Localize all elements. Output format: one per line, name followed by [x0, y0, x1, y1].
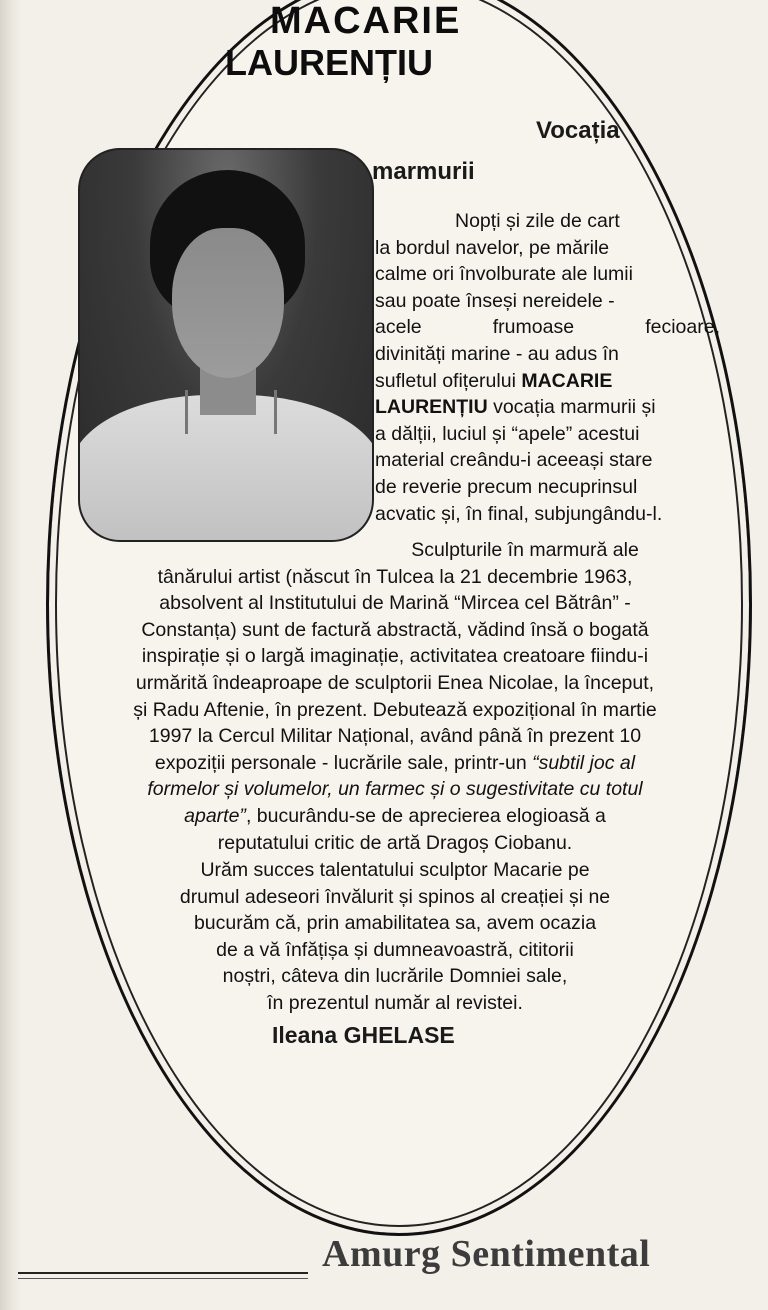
- text-line: [375, 394, 720, 421]
- text-line: Constanța) sunt de factură abstractă, vădind însă o bogată: [141, 618, 649, 641]
- text-line-part: , bucurându-se de aprecierea elogioasă a: [245, 804, 606, 827]
- text-line: 1997 la Cercul Militar Național, având până în prezent 10: [148, 725, 642, 748]
- text-line: acele frumoase fecioare,: [375, 316, 720, 339]
- text-line: bucurăm că, prin amabilitatea sa, avem ocazia: [193, 912, 597, 935]
- article-title-line2: LAURENȚIU: [225, 42, 433, 83]
- text-line-part: sufletul ofițerului: [375, 369, 522, 392]
- photo-collar: [185, 390, 277, 434]
- text-line: a dălții, luciul și “apele” acestui: [375, 422, 640, 445]
- text-line: drumul adeseori învălurit și spinos al creației și ne: [179, 885, 611, 908]
- article-title-line1: MACARIE: [270, 0, 462, 42]
- article-subtitle-line2: marmurii: [372, 158, 475, 185]
- text-line: acvatic și, în final, subjungându-l.: [375, 502, 663, 525]
- text-line: reputatului critic de artă Dragoș Ciobanu.: [217, 831, 573, 854]
- article-subtitle-line1: Vocația: [536, 117, 620, 144]
- critic-quote: formelor și volumelor, un farmec și o sugestivitate cu totul: [147, 778, 643, 801]
- article-author: Ileana GHELASE: [272, 1022, 455, 1048]
- article-paragraph-1: [375, 208, 720, 527]
- article-paragraph-2: [60, 537, 730, 856]
- footer-rule: [18, 1272, 308, 1274]
- text-line: la bordul navelor, pe mările: [375, 236, 610, 259]
- text-line: material creându-i aceeași stare: [375, 449, 653, 472]
- critic-quote: “subtil joc al: [532, 751, 636, 774]
- text-line: [375, 368, 720, 395]
- text-line: de reverie precum necuprinsul: [375, 475, 638, 498]
- text-line: în prezentul număr al revistei.: [267, 991, 523, 1014]
- subject-name-bold: MACARIE: [521, 369, 613, 392]
- text-line: Sculpturile în marmură ale: [411, 539, 639, 561]
- text-line: și Radu Aftenie, în prezent. Debutează expozițional în martie: [133, 698, 657, 721]
- text-line: [60, 803, 730, 830]
- critic-quote: aparte”: [184, 804, 246, 827]
- text-line: noștri, câteva din lucrările Domniei sale,: [222, 965, 568, 988]
- text-line: inspirație și o largă imaginație, activitatea creatoare fiindu-i: [141, 645, 649, 668]
- text-line: absolvent al Institutului de Marină “Mircea cel Bătrân” -: [159, 592, 631, 615]
- subject-name-bold: LAURENȚIU: [375, 396, 488, 419]
- text-line: calme ori învolburate ale lumii: [375, 263, 633, 286]
- photo-face: [172, 228, 284, 378]
- portrait-photo: [78, 148, 374, 542]
- text-line-part: expoziții personale - lucrările sale, printr-un: [154, 751, 533, 774]
- text-line: de a vă înfățișa și dumneavoastră, cititorii: [216, 938, 574, 961]
- magazine-title: Amurg Sentimental: [322, 1233, 651, 1275]
- text-line: divinități marine - au adus în: [375, 342, 619, 365]
- text-line: [60, 750, 730, 777]
- article-paragraph-3: [60, 857, 730, 1017]
- text-line-part: vocația marmurii și: [487, 396, 656, 419]
- text-line: Urăm succes talentatului sculptor Macarie pe: [200, 859, 590, 881]
- text-line: tânărului artist (născut în Tulcea la 21 decembrie 1963,: [157, 565, 633, 588]
- text-line: urmărită îndeaproape de sculptorii Enea Nicolae, la început,: [135, 671, 655, 694]
- text-line: sau poate înseși nereidele -: [375, 289, 615, 312]
- page-edge-shadow: [0, 0, 22, 1310]
- footer-rule-thin: [18, 1278, 308, 1279]
- text-line: Nopți și zile de cart: [455, 210, 620, 232]
